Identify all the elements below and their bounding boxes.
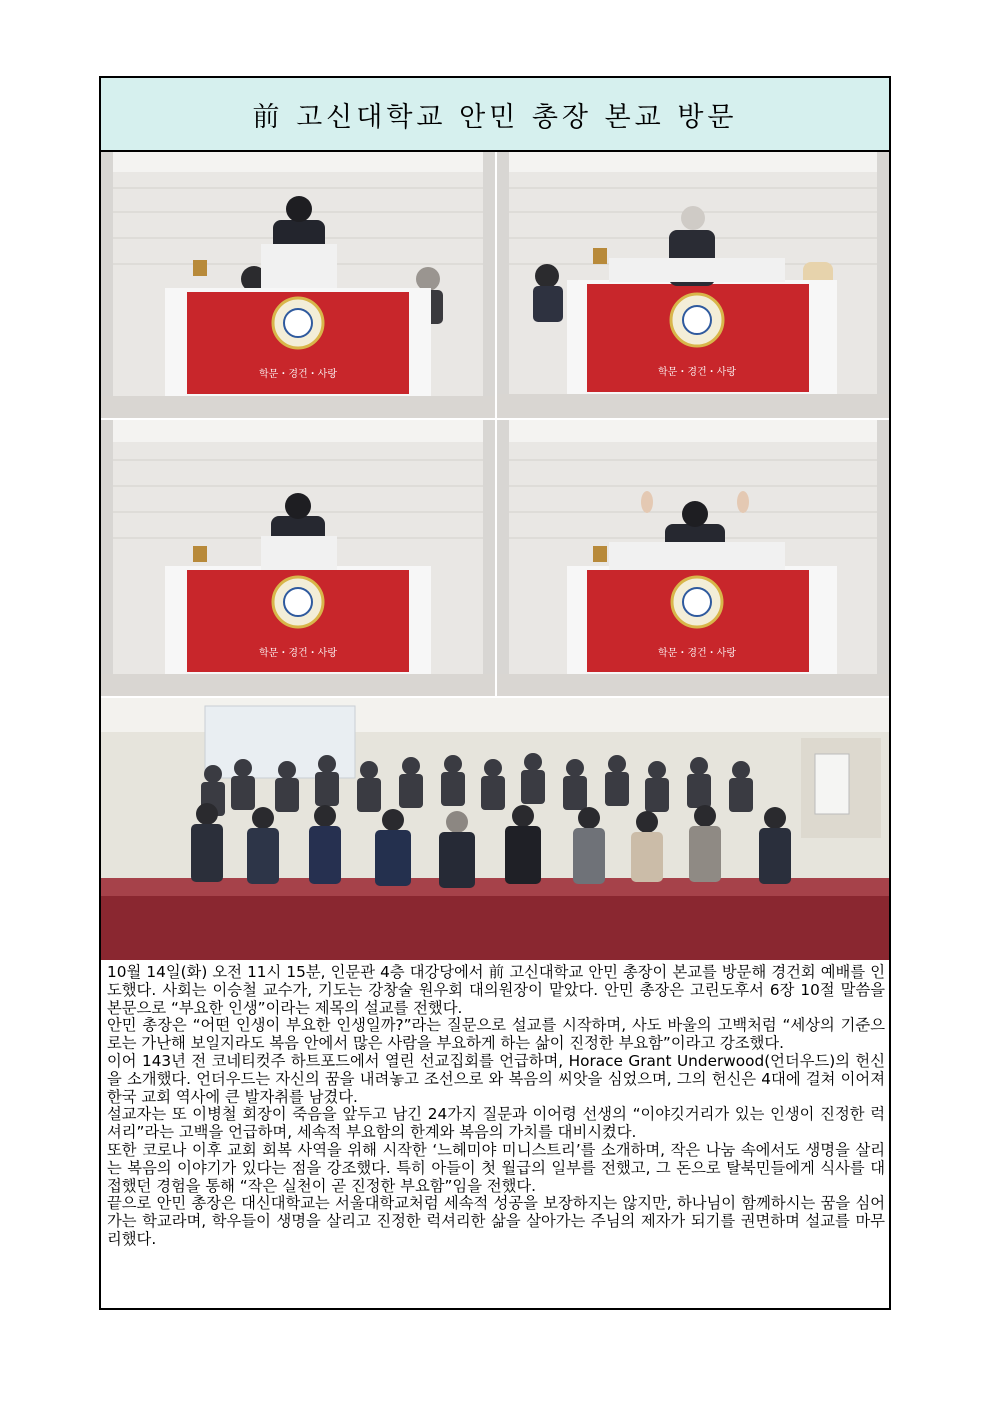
paragraph-6: 끝으로 안민 총장은 대신대학교는 서울대학교처럼 세속적 성공을 보장하지는 않지만, 하나님이 함께하시는 꿈을 심어가는 학교라며, 학우들이 생명을 살리고 진정한 럭셔리한 삶을 살아가는 주님의 제자가 되기를 권면하며 설교를 마무리했다. xyxy=(107,1194,886,1248)
photo-group xyxy=(101,698,889,960)
paragraph-2: 안민 총장은 “어떤 인생이 부요한 인생일까?”라는 질문으로 설교를 시작하며, 사도 바울의 고백처럼 “세상의 기준으로는 가난해 보일지라도 복음 안에서 많은 사람을 부요하게 하는 삶이 진정한 부요함”이라고 강조했다. xyxy=(107,1016,885,1053)
title-box xyxy=(101,78,889,152)
photo-sermon-4 xyxy=(497,420,889,696)
photo-sermon-1 xyxy=(101,152,495,418)
article-body xyxy=(107,964,885,1249)
paragraph-3: 이어 143년 전 코네티컷주 하트포드에서 열린 선교집회를 언급하며, Horace Grant Underwood(언더우드)의 헌신을 소개했다. 언더우드는 자신의 꿈을 내려놓고 조선으로 와 복음의 씨앗을 심었으며, 그의 헌신은 4대에 걸쳐 이어져 한국 교회 역사에 큰 발자취를 남겼다. xyxy=(107,1051,885,1106)
banner-motto-1: 학문・경건・사랑 xyxy=(259,369,337,380)
paragraph-4: 설교자는 또 이병철 회장이 죽음을 앞두고 남긴 24가지 질문과 이어령 선생의 “이야깃거리가 있는 인생이 진정한 럭셔리”라는 고백을 언급하며, 세속적 부요함의 한계와 복음의 가치를 대비시켰다. xyxy=(107,1105,885,1142)
banner-motto-2: 학문・경건・사랑 xyxy=(658,367,736,378)
photo-sermon-3 xyxy=(101,420,495,696)
banner-motto-4: 학문・경건・사랑 xyxy=(658,648,736,659)
paragraph-5: 또한 코로나 이후 교회 회복 사역을 위해 시작한 ‘느헤미야 미니스트리’를 소개하며, 작은 나눔 속에서도 생명을 살리는 복음의 이야기가 있다는 점을 강조했다. 특히 아들이 첫 월급의 일부를 전했고, 그 돈으로 탈북민들에게 식사를 대접했던 경험을 통해 “작은 실천이 곧 진정한 부요함”임을 전했다. xyxy=(107,1140,885,1195)
banner-motto-3: 학문・경건・사랑 xyxy=(259,648,337,659)
photo-sermon-2 xyxy=(497,152,889,418)
paragraph-1: 10월 14일(화) 오전 11시 15분, 인문관 4층 대강당에서 前 고신대학교 안민 총장이 본교를 방문해 경건회 예배를 인도했다. 사회는 이승철 교수가, 기도는 강창술 원우회 대의원장이 맡았다. 안민 총장은 고린도후서 6장 10절 말씀을 본문으로 “부요한 인생”이라는 제목의 설교를 전했다. xyxy=(107,963,885,1017)
page-title: 前 고신대학교 안민 총장 본교 방문 xyxy=(252,101,738,133)
article-frame xyxy=(99,76,891,1310)
